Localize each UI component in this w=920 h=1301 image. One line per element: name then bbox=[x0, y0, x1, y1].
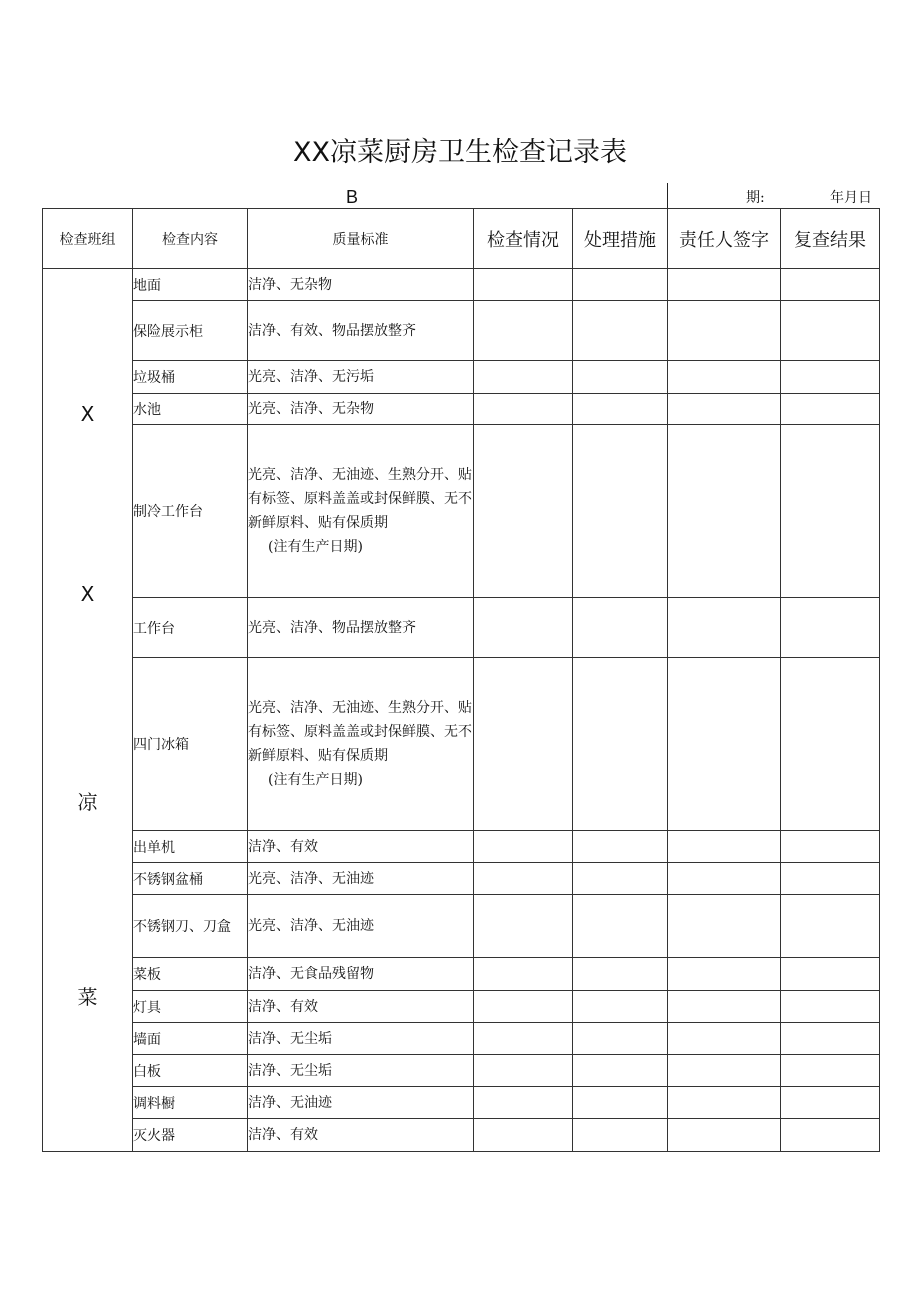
recheck-cell[interactable] bbox=[781, 361, 880, 394]
group-char: X bbox=[80, 402, 95, 426]
header-standard: 质量标准 bbox=[248, 209, 474, 269]
recheck-cell[interactable] bbox=[781, 1023, 880, 1055]
status-cell[interactable] bbox=[474, 361, 573, 394]
signature-cell[interactable] bbox=[668, 863, 781, 895]
status-cell[interactable] bbox=[474, 394, 573, 425]
standard-cell bbox=[248, 1087, 474, 1119]
item-cell: 灭火器 bbox=[133, 1119, 248, 1152]
page-title: XX凉菜厨房卫生检查记录表 bbox=[293, 137, 627, 168]
item-cell: 调料橱 bbox=[133, 1087, 248, 1119]
recheck-cell[interactable] bbox=[781, 1055, 880, 1087]
standard-cell bbox=[248, 394, 474, 425]
recheck-cell[interactable] bbox=[781, 863, 880, 895]
status-cell[interactable] bbox=[474, 831, 573, 863]
signature-cell[interactable] bbox=[668, 958, 781, 991]
standard-text: 光亮、洁净、无杂物 bbox=[248, 401, 374, 417]
signature-cell[interactable] bbox=[668, 394, 781, 425]
standard-cell bbox=[248, 425, 474, 598]
table-row bbox=[43, 895, 880, 958]
header-item: 检查内容 bbox=[133, 209, 248, 269]
table-row bbox=[43, 269, 880, 301]
table-row bbox=[43, 1087, 880, 1119]
item-cell: 制冷工作台 bbox=[133, 425, 248, 598]
standard-text: 洁净、无杂物 bbox=[248, 276, 332, 293]
table-row bbox=[43, 658, 880, 831]
standard-cell bbox=[248, 301, 474, 361]
form-code-label: B bbox=[346, 187, 359, 207]
item-cell: 工作台 bbox=[133, 598, 248, 658]
table-row bbox=[43, 301, 880, 361]
recheck-cell[interactable] bbox=[781, 394, 880, 425]
status-cell[interactable] bbox=[474, 1087, 573, 1119]
table-row bbox=[43, 958, 880, 991]
status-cell[interactable] bbox=[474, 895, 573, 958]
recheck-cell[interactable] bbox=[781, 1119, 880, 1152]
signature-cell[interactable] bbox=[668, 1119, 781, 1152]
status-cell[interactable] bbox=[474, 301, 573, 361]
table-body bbox=[43, 269, 880, 1152]
header-recheck: 复查结果 bbox=[781, 209, 880, 269]
status-cell[interactable] bbox=[474, 658, 573, 831]
item-cell: 不锈钢刀、刀盒 bbox=[133, 895, 248, 958]
standard-cell bbox=[248, 958, 474, 991]
table-row bbox=[43, 598, 880, 658]
header-status: 检查情况 bbox=[474, 209, 573, 269]
status-cell[interactable] bbox=[474, 1023, 573, 1055]
status-cell[interactable] bbox=[474, 1055, 573, 1087]
signature-cell[interactable] bbox=[668, 1087, 781, 1119]
header-action: 处理措施 bbox=[573, 209, 668, 269]
action-cell[interactable] bbox=[573, 991, 668, 1023]
action-cell[interactable] bbox=[573, 1023, 668, 1055]
signature-cell[interactable] bbox=[668, 598, 781, 658]
recheck-cell[interactable] bbox=[781, 991, 880, 1023]
standard-text: 光亮、洁净、无油迹、生熟分开、贴有标签、原料盖盖或封保鲜膜、无不新鲜原料、贴有保质期 bbox=[248, 467, 472, 531]
item-cell: 菜板 bbox=[133, 958, 248, 991]
recheck-cell[interactable] bbox=[781, 269, 880, 301]
recheck-cell[interactable] bbox=[781, 425, 880, 598]
recheck-cell[interactable] bbox=[781, 895, 880, 958]
standard-cell bbox=[248, 1023, 474, 1055]
item-cell: 水池 bbox=[133, 394, 248, 425]
standard-cell bbox=[248, 1055, 474, 1087]
item-cell: 白板 bbox=[133, 1055, 248, 1087]
header-row bbox=[43, 209, 880, 269]
group-char: X bbox=[80, 582, 95, 606]
signature-cell[interactable] bbox=[668, 269, 781, 301]
table-row bbox=[43, 1023, 880, 1055]
standard-text: 洁净、无油迹 bbox=[248, 1094, 332, 1111]
action-cell[interactable] bbox=[573, 658, 668, 831]
table-row bbox=[43, 361, 880, 394]
group-char: 凉 bbox=[77, 790, 98, 814]
action-cell[interactable] bbox=[573, 301, 668, 361]
standard-cell bbox=[248, 658, 474, 831]
standard-text: 光亮、洁净、无油迹、生熟分开、贴有标签、原料盖盖或封保鲜膜、无不新鲜原料、贴有保质期 bbox=[248, 700, 472, 764]
item-cell: 不锈钢盆桶 bbox=[133, 863, 248, 895]
standard-text: 洁净、有效 bbox=[248, 1127, 318, 1143]
recheck-cell[interactable] bbox=[781, 658, 880, 831]
status-cell[interactable] bbox=[474, 598, 573, 658]
action-cell[interactable] bbox=[573, 361, 668, 394]
action-cell[interactable] bbox=[573, 895, 668, 958]
status-cell[interactable] bbox=[474, 1119, 573, 1152]
item-cell: 垃圾桶 bbox=[133, 361, 248, 394]
standard-cell bbox=[248, 269, 474, 301]
table-row bbox=[43, 991, 880, 1023]
standard-text: 洁净、无尘垢 bbox=[248, 1030, 332, 1047]
action-cell[interactable] bbox=[573, 831, 668, 863]
standard-cell bbox=[248, 895, 474, 958]
standard-cell bbox=[248, 1119, 474, 1152]
meta-divider bbox=[667, 183, 668, 209]
signature-cell[interactable] bbox=[668, 991, 781, 1023]
status-cell[interactable] bbox=[474, 991, 573, 1023]
standard-text: 洁净、有效 bbox=[248, 838, 318, 855]
header-group: 检查班组 bbox=[43, 209, 133, 269]
item-cell: 出单机 bbox=[133, 831, 248, 863]
action-cell[interactable] bbox=[573, 269, 668, 301]
standard-text: 洁净、有效 bbox=[248, 998, 318, 1015]
group-cell bbox=[43, 269, 133, 1152]
signature-cell[interactable] bbox=[668, 1023, 781, 1055]
standard-text: 洁净、有效、物品摆放整齐 bbox=[248, 322, 416, 339]
item-cell: 四门冰箱 bbox=[133, 658, 248, 831]
table-row bbox=[43, 863, 880, 895]
action-cell[interactable] bbox=[573, 958, 668, 991]
status-cell[interactable] bbox=[474, 863, 573, 895]
status-cell[interactable] bbox=[474, 958, 573, 991]
recheck-cell[interactable] bbox=[781, 598, 880, 658]
date-value: 年月日 bbox=[830, 190, 872, 206]
standard-text: 光亮、洁净、无污垢 bbox=[248, 369, 374, 385]
action-cell[interactable] bbox=[573, 394, 668, 425]
standard-cell bbox=[248, 991, 474, 1023]
table-row bbox=[43, 1119, 880, 1152]
standard-text: 光亮、洁净、物品摆放整齐 bbox=[248, 619, 416, 636]
header-signature: 责任人签字 bbox=[668, 209, 781, 269]
item-cell: 地面 bbox=[133, 269, 248, 301]
signature-cell[interactable] bbox=[668, 425, 781, 598]
table-row bbox=[43, 1055, 880, 1087]
table-row bbox=[43, 831, 880, 863]
signature-cell[interactable] bbox=[668, 1055, 781, 1087]
standard-text: 光亮、洁净、无油迹 bbox=[248, 918, 374, 934]
recheck-cell[interactable] bbox=[781, 1087, 880, 1119]
table-row bbox=[43, 425, 880, 598]
action-cell[interactable] bbox=[573, 863, 668, 895]
standard-text: 洁净、无尘垢 bbox=[248, 1062, 332, 1079]
recheck-cell[interactable] bbox=[781, 301, 880, 361]
standard-note: (注有生产日期) bbox=[268, 539, 363, 555]
status-cell[interactable] bbox=[474, 425, 573, 598]
standard-cell bbox=[248, 361, 474, 394]
signature-cell[interactable] bbox=[668, 895, 781, 958]
action-cell[interactable] bbox=[573, 425, 668, 598]
action-cell[interactable] bbox=[573, 1055, 668, 1087]
standard-cell bbox=[248, 831, 474, 863]
status-cell[interactable] bbox=[474, 269, 573, 301]
signature-cell[interactable] bbox=[668, 361, 781, 394]
date-label: 期: bbox=[746, 190, 765, 206]
standard-text: 光亮、洁净、无油迹 bbox=[248, 870, 374, 887]
item-cell: 灯具 bbox=[133, 991, 248, 1023]
inspection-table bbox=[42, 208, 880, 1152]
signature-cell[interactable] bbox=[668, 301, 781, 361]
standard-note: (注有生产日期) bbox=[268, 772, 363, 788]
action-cell[interactable] bbox=[573, 598, 668, 658]
recheck-cell[interactable] bbox=[781, 958, 880, 991]
group-char: 菜 bbox=[77, 985, 98, 1009]
table-row bbox=[43, 394, 880, 425]
action-cell[interactable] bbox=[573, 1119, 668, 1152]
signature-cell[interactable] bbox=[668, 658, 781, 831]
standard-cell bbox=[248, 598, 474, 658]
item-cell: 墙面 bbox=[133, 1023, 248, 1055]
signature-cell[interactable] bbox=[668, 831, 781, 863]
action-cell[interactable] bbox=[573, 1087, 668, 1119]
standard-cell bbox=[248, 863, 474, 895]
item-cell: 保险展示柜 bbox=[133, 301, 248, 361]
recheck-cell[interactable] bbox=[781, 831, 880, 863]
standard-text: 洁净、无食品残留物 bbox=[248, 966, 374, 982]
